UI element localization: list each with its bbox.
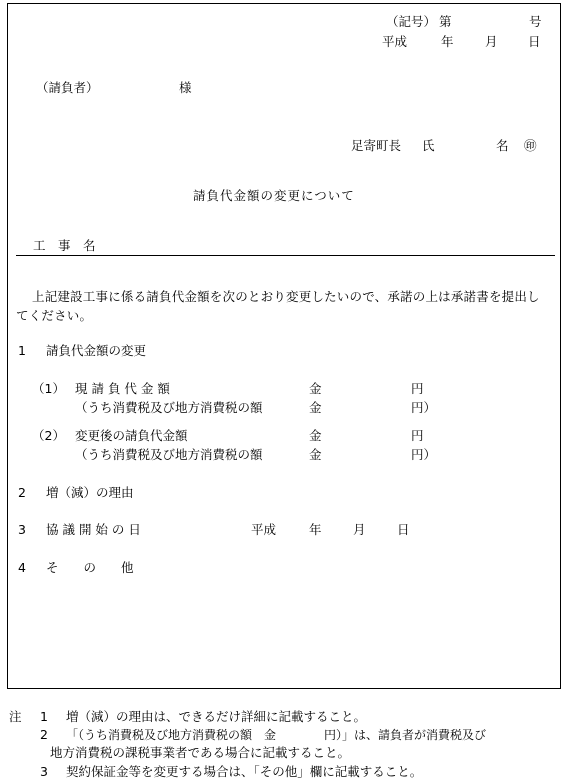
sub1-yen: 円 [411,381,424,396]
sub1-tax-yen: 円） [411,400,437,415]
recipient-label: （請負者） [36,80,99,95]
seal-mark: ㊞ [524,138,537,153]
sub1-label: 現 請 負 代 金 額 [75,381,170,396]
sub2-tax-label: （うち消費税及び地方消費税の額 [75,447,263,462]
construction-name-label: 工 事 名 [33,238,96,253]
note2-number: 2 [40,727,48,742]
date-day: 日 [528,34,541,49]
item3-title: 協 議 開 始 の 日 [46,522,141,537]
notes-label: 注 [9,709,22,724]
item4-number: 4 [18,560,26,575]
item2-title: 増（減）の理由 [46,485,134,500]
date-month: 月 [485,34,498,49]
sub2-tax-kin: 金 [309,447,322,462]
item3-month: 月 [353,522,366,537]
body-paragraph: 上記建設工事に係る請負代金額を次のとおり変更したいので、承諾の上は承諾書を提出してください。 [16,289,540,323]
subject-title: 請負代金額の変更について [193,188,355,203]
note1-number: 1 [40,709,48,724]
recipient-honorific: 様 [179,80,192,95]
record-label: （記号） [386,14,437,29]
item1-title: 請負代金額の変更 [46,343,147,358]
sub2-tax-yen: 円） [411,447,437,462]
item3-number: 3 [18,522,26,537]
sender-shi: 氏 [422,138,435,153]
sub2-kin: 金 [309,428,322,443]
sender-mei: 名 [496,138,509,153]
item3-era: 平成 [251,522,277,537]
date-year: 年 [441,34,454,49]
note3-text: 契約保証金等を変更する場合は、「その他」欄に記載すること。 [66,764,423,779]
sender-title: 足寄町長 [351,138,402,153]
item3-day: 日 [397,522,410,537]
sub2-yen: 円 [411,428,424,443]
date-era: 平成 [382,34,408,49]
sub1-tax-kin: 金 [309,400,322,415]
item4-title: そ の 他 [46,560,134,575]
record-go: 号 [529,14,542,29]
construction-name-underline [16,255,555,256]
item2-number: 2 [18,485,26,500]
item3-year: 年 [309,522,322,537]
sub1-kin: 金 [309,381,322,396]
note3-number: 3 [40,764,48,779]
record-dai: 第 [439,14,452,29]
note1-text: 増（減）の理由は、できるだけ詳細に記載すること。 [66,709,367,724]
sub2-number: （2） [32,428,65,443]
sub1-number: （1） [32,381,65,396]
sub1-tax-label: （うち消費税及び地方消費税の額 [75,400,263,415]
note2-continuation: 地方消費税の課税事業者である場合に記載すること。 [50,745,351,760]
item1-number: 1 [18,343,26,358]
sub2-label: 変更後の請負代金額 [75,428,188,443]
note2-text: 「（うち消費税及び地方消費税の額 金 円）」は、請負者が消費税及び [66,728,487,742]
